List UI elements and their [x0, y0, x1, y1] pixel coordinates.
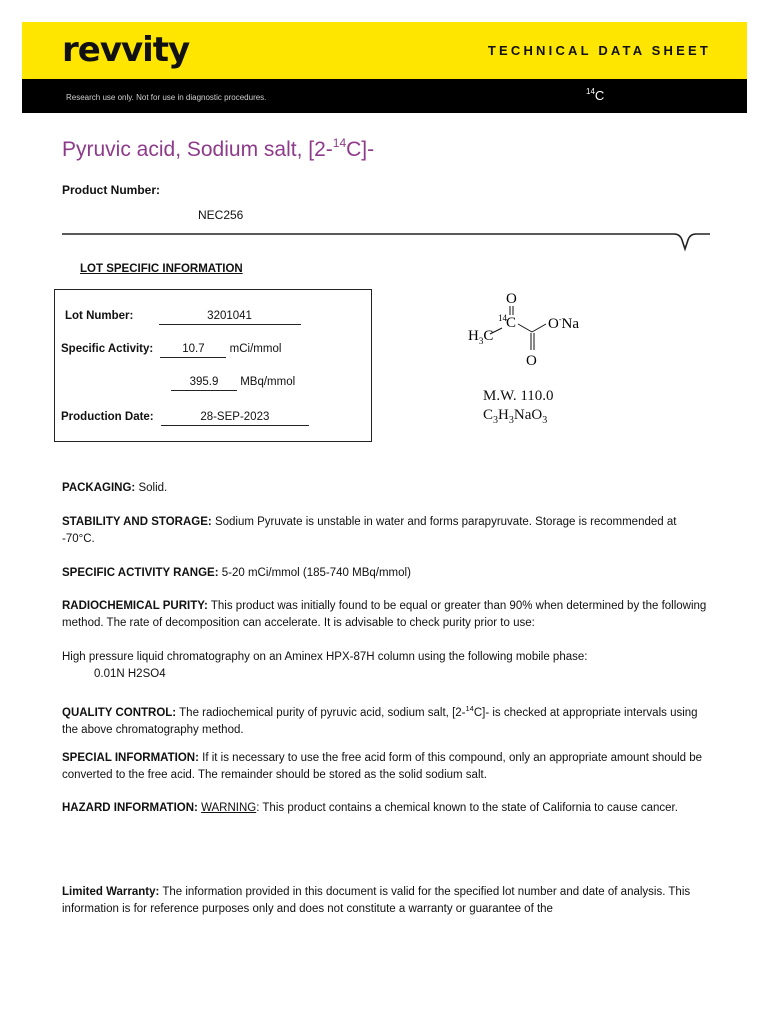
qc-section	[62, 700, 710, 739]
isotope-label: $^{14}$C	[586, 87, 605, 103]
specific-activity-value: 10.7	[160, 344, 226, 358]
specific-activity-unit-2: MBq/mmol	[240, 376, 296, 388]
lot-info-box	[54, 289, 372, 442]
hazard-warning: WARNING	[201, 802, 257, 814]
range-text: 5-20 mCi/mmol (185-740 MBq/mmol)	[221, 567, 411, 579]
section-divider	[62, 230, 710, 252]
header-banner	[22, 22, 747, 79]
lot-number-value: 3201041	[159, 311, 301, 325]
specific-activity-value-2: 395.9	[171, 377, 237, 391]
purity-label: RADIOCHEMICAL PURITY:	[62, 600, 208, 612]
warranty-section	[62, 884, 710, 918]
qc-text: The radiochemical purity of pyruvic acid, sodium salt, [2-$^{14}$C]- is checked at appropriate intervals using the above chromatography method.	[62, 704, 698, 736]
lot-number-label: Lot Number:	[65, 310, 134, 322]
product-number-label: Product Number:	[62, 183, 161, 197]
production-date-value: 28-SEP-2023	[161, 412, 309, 426]
atom-14-label: 14	[498, 313, 507, 323]
qc-label: QUALITY CONTROL:	[62, 707, 177, 719]
specific-activity-row	[61, 343, 281, 358]
atom-o-bottom: O	[526, 353, 537, 368]
warranty-text: The information provided in this document is valid for the specified lot number and date of analysis. This information is for reference purposes only and does not constitute a warranty or guarantee of the	[62, 886, 691, 915]
hazard-section	[62, 800, 710, 817]
mobile-phase: 0.01N H2SO4	[94, 668, 166, 680]
atom-h3c: $H_3C$	[468, 328, 494, 346]
purity-text: This product was initially found to be equal or greater than 90% when determined by the following method. The rate of decomposition can accelerate. It is advisable to check purity prior to use:	[62, 600, 707, 629]
lot-section-heading: LOT SPECIFIC INFORMATION	[80, 263, 243, 275]
header-disclaimer-bar	[22, 79, 747, 113]
range-label: SPECIFIC ACTIVITY RANGE:	[62, 567, 219, 579]
packaging-label: PACKAGING:	[62, 482, 136, 494]
lot-number-row	[65, 310, 301, 325]
special-text: If it is necessary to use the free acid form of this compound, only an appropriate amount should be converted to the free acid. The remainder should be stored as the solid sodium salt.	[62, 752, 703, 781]
disclaimer-text: Research use only. Not for use in diagnostic procedures.	[66, 93, 267, 102]
molecular-formula: $C_3H_3NaO_3$	[483, 407, 548, 426]
purity-section	[62, 598, 710, 632]
special-section	[62, 750, 710, 784]
production-date-label: Production Date:	[61, 411, 154, 423]
specific-activity-unit: mCi/mmol	[229, 343, 282, 355]
document-type: TECHNICAL DATA SHEET	[487, 43, 711, 58]
packaging-text: Solid.	[138, 482, 168, 494]
atom-o-top: O	[506, 291, 517, 307]
hazard-text: : This product contains a chemical known to the state of California to cause cancer.	[256, 802, 678, 814]
brand-logo: revvity	[62, 30, 190, 70]
atom-c: C	[506, 315, 517, 331]
product-title: Pyruvic acid, Sodium salt, [2-$^{14}$C]-	[62, 136, 375, 161]
stability-label: STABILITY AND STORAGE:	[62, 516, 212, 528]
product-number-value: NEC256	[198, 208, 244, 222]
chemical-structure	[462, 288, 602, 368]
range-section	[62, 565, 710, 582]
molecular-weight: M.W. 110.0	[483, 388, 554, 404]
hazard-label: HAZARD INFORMATION:	[62, 802, 198, 814]
production-date-row	[61, 411, 309, 426]
stability-text: Sodium Pyruvate is unstable in water and forms parapyruvate. Storage is recommended at -70°C.	[62, 516, 677, 545]
special-label: SPECIAL INFORMATION:	[62, 752, 199, 764]
atom-o-na: O-Na	[548, 315, 580, 332]
hplc-text: High pressure liquid chromatography on an Aminex HPX-87H column using the following mobile phase:	[62, 651, 588, 663]
specific-activity-row-2	[171, 376, 295, 391]
packaging-section	[62, 480, 710, 497]
warranty-label: Limited Warranty:	[62, 886, 160, 898]
specific-activity-label: Specific Activity:	[61, 343, 154, 355]
stability-section	[62, 514, 710, 548]
